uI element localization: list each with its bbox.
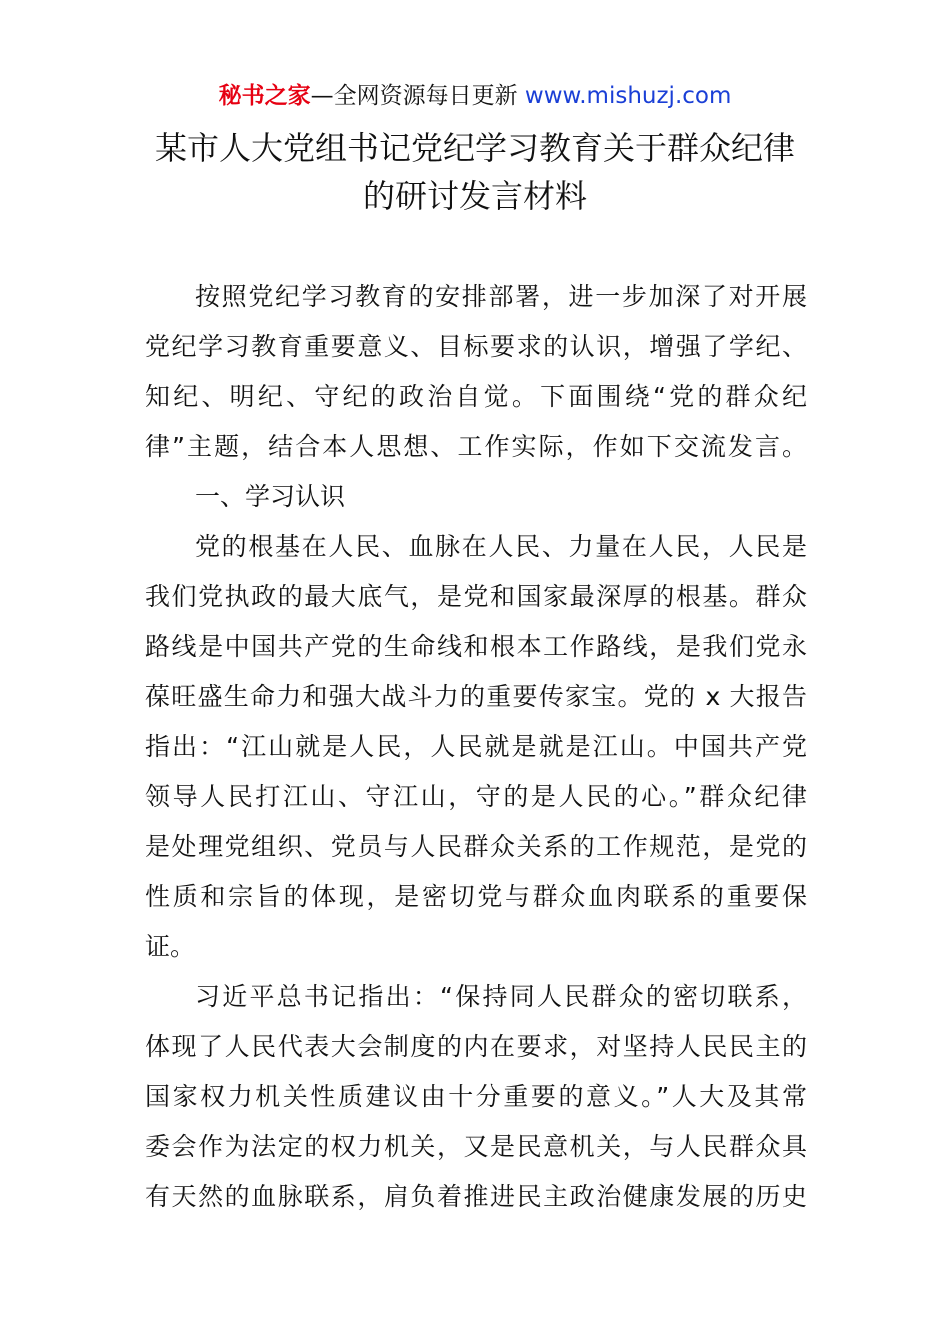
paragraph-line: 按照党纪学习教育的安排部署，进一步加深了对开展 bbox=[195, 282, 807, 311]
paragraph-line: 党纪学习教育重要意义、目标要求的认识，增强了学纪、 bbox=[145, 332, 807, 361]
paragraph-line: 律”主题，结合本人思想、工作实际，作如下交流发言。 bbox=[145, 432, 807, 461]
paragraph-line: 党的根基在人民、血脉在人民、力量在人民，人民是 bbox=[195, 532, 807, 561]
paragraph-line: 领导人民打江山、守江山，守的是人民的心。”群众纪律 bbox=[145, 782, 807, 811]
site-tagline: —全网资源每日更新 bbox=[310, 83, 518, 109]
paragraph-line: 路线是中国共产党的生命线和根本工作路线，是我们党永 bbox=[145, 632, 807, 661]
paragraph-line: 有天然的血脉联系，肩负着推进民主政治健康发展的历史 bbox=[145, 1182, 807, 1211]
paragraph-line: 性质和宗旨的体现，是密切党与群众血肉联系的重要保 bbox=[145, 882, 807, 911]
section-heading: 一、学习认识 bbox=[195, 482, 346, 511]
paragraph-line: 我们党执政的最大底气，是党和国家最深厚的根基。群众 bbox=[145, 582, 807, 611]
paragraph-line: 指出：“江山就是人民，人民就是就是江山。中国共产党 bbox=[145, 732, 807, 761]
paragraph-line: 证。 bbox=[145, 932, 196, 961]
paragraph-line: 葆旺盛生命力和强大战斗力的重要传家宝。党的 x 大报告 bbox=[145, 682, 807, 711]
site-header bbox=[0, 80, 950, 112]
paragraph-line: 委会作为法定的权力机关，又是民意机关，与人民群众具 bbox=[145, 1132, 807, 1161]
paragraph-line: 习近平总书记指出：“保持同人民群众的密切联系， bbox=[195, 982, 807, 1011]
title-line-2: 的研讨发言材料 bbox=[362, 177, 587, 215]
document-title bbox=[0, 124, 950, 220]
title-line-1: 某市人大党组书记党纪学习教育关于群众纪律 bbox=[154, 129, 795, 167]
paragraph-line: 体现了人民代表大会制度的内在要求，对坚持人民民主的 bbox=[145, 1032, 807, 1061]
document-body bbox=[145, 272, 807, 1222]
site-brand: 秘书之家 bbox=[218, 83, 311, 109]
paragraph-line: 国家权力机关性质建议由十分重要的意义。”人大及其常 bbox=[145, 1082, 807, 1111]
site-url-link[interactable]: www.mishuzj.com bbox=[524, 83, 732, 109]
paragraph-line: 知纪、明纪、守纪的政治自觉。下面围绕“党的群众纪 bbox=[145, 382, 807, 411]
paragraph-line: 是处理党组织、党员与人民群众关系的工作规范，是党的 bbox=[145, 832, 807, 861]
